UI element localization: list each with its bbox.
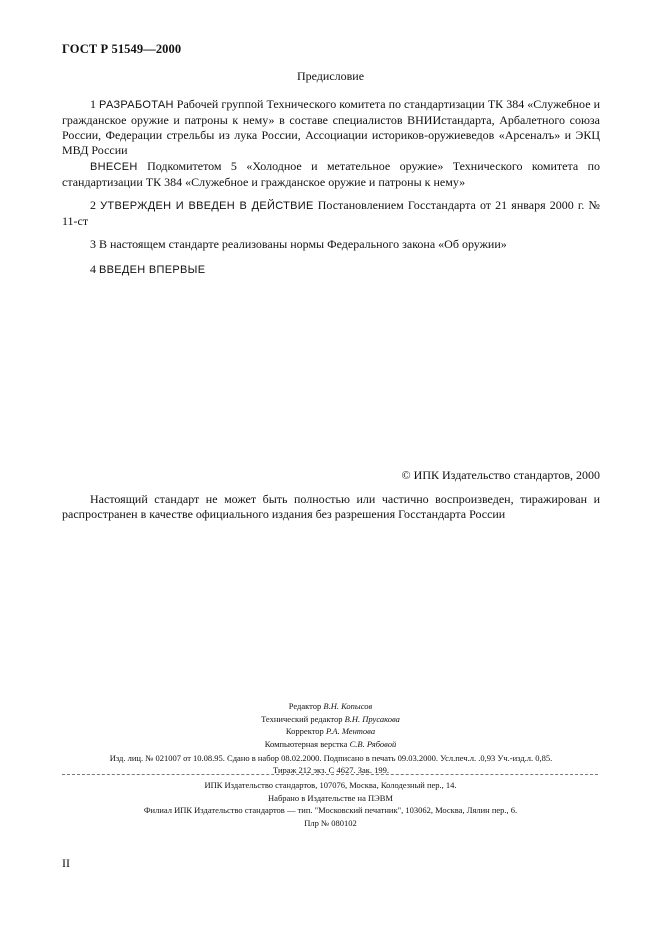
credit-person: В.Н. Прусакова: [344, 713, 400, 724]
section-2-paragraph: [62, 198, 600, 229]
credit-person: С.В. Рябовой: [349, 738, 397, 749]
printing-info: [0, 779, 661, 829]
section-4-paragraph: [62, 262, 600, 278]
section-4-number: 4: [90, 262, 99, 276]
document-code: ГОСТ Р 51549—2000: [62, 42, 182, 56]
credit-role: Корректор: [285, 726, 326, 736]
section-2-text: Постановлением Госстандарта от 21 января 2000 г. № 11-ст: [62, 198, 600, 228]
publication-line-1: Изд. лиц. № 021007 от 10.08.95. Сдано в набор 08.02.2000. Подписано в печать 09.03.2000. Усл.печ.л. .0,93 Уч.-изд.л. 0,85.: [109, 753, 553, 763]
publication-info: [62, 752, 600, 776]
credit-layout: [0, 738, 661, 751]
printing-line-1: ИПК Издательство стандартов, 107076, Москва, Колодезный пер., 14.: [204, 780, 457, 790]
section-4-heading: ВВЕДЕН ВПЕРВЫЕ: [99, 264, 206, 276]
credit-role: Технический редактор: [261, 713, 345, 724]
credit-role: Редактор: [288, 701, 324, 711]
reproduction-notice: Настоящий стандарт не может быть полностью или частично воспроизведен, тиражирован и распространен в качестве официального издания без разрешения Госстандарта России: [62, 492, 600, 521]
page-number: II: [62, 856, 70, 870]
section-1-number: 1: [90, 97, 100, 111]
submitted-text: Подкомитетом 5 «Холодное и метательное оружие» Технического комитета по стандартизации ТК 384 «Служебное и гражданское оружие и патроны к нему»: [62, 159, 600, 189]
credit-editor: [0, 700, 661, 713]
section-1-heading: РАЗРАБОТАН: [99, 99, 174, 111]
printing-line-3: Филиал ИПК Издательство стандартов — тип. "Московский печатник", 103062, Москва, Лялин пер., 6.: [143, 805, 518, 815]
section-1-text: Рабочей группой Технического комитета по стандартизации ТК 384 «Служебное и гражданское оружие и патроны к нему» в составе специалистов ВНИИстандарта, Арбалетного союза России, Федерации стрельбы из лука России, Ассоциации историков-оружиеведов «Арсеналъ» и ЭКЦ МВД России: [62, 97, 600, 157]
credit-corrector: [0, 725, 661, 738]
submitted-paragraph: [62, 159, 600, 190]
credit-person: В.Н. Копысов: [323, 701, 373, 711]
credit-role: Компьютерная верстка: [264, 738, 350, 749]
section-2-number: 2: [90, 198, 101, 212]
page-title: Предисловие: [296, 69, 365, 83]
credit-tech-editor: [0, 713, 661, 726]
dashed-divider: [62, 774, 598, 775]
section-3-paragraph: 3 В настоящем стандарте реализованы нормы Федерального закона «Об оружии»: [90, 237, 507, 251]
credits-block: [0, 700, 661, 750]
printing-line-2: Набрано в Издательстве на ПЭВМ: [268, 792, 393, 803]
printing-line-4: Плр № 080102: [304, 817, 357, 828]
section-2-heading: УТВЕРЖДЕН И ВВЕДЕН В ДЕЙСТВИЕ: [100, 200, 314, 212]
publication-line-2: Тираж 212 экз. С 4627. Зак. 199.: [272, 765, 390, 775]
copyright-line: © ИПК Издательство стандартов, 2000: [401, 468, 600, 482]
section-1-paragraph: [62, 97, 600, 158]
credit-person: Р.А. Ментова: [325, 726, 376, 736]
submitted-heading: ВНЕСЕН: [90, 161, 138, 173]
